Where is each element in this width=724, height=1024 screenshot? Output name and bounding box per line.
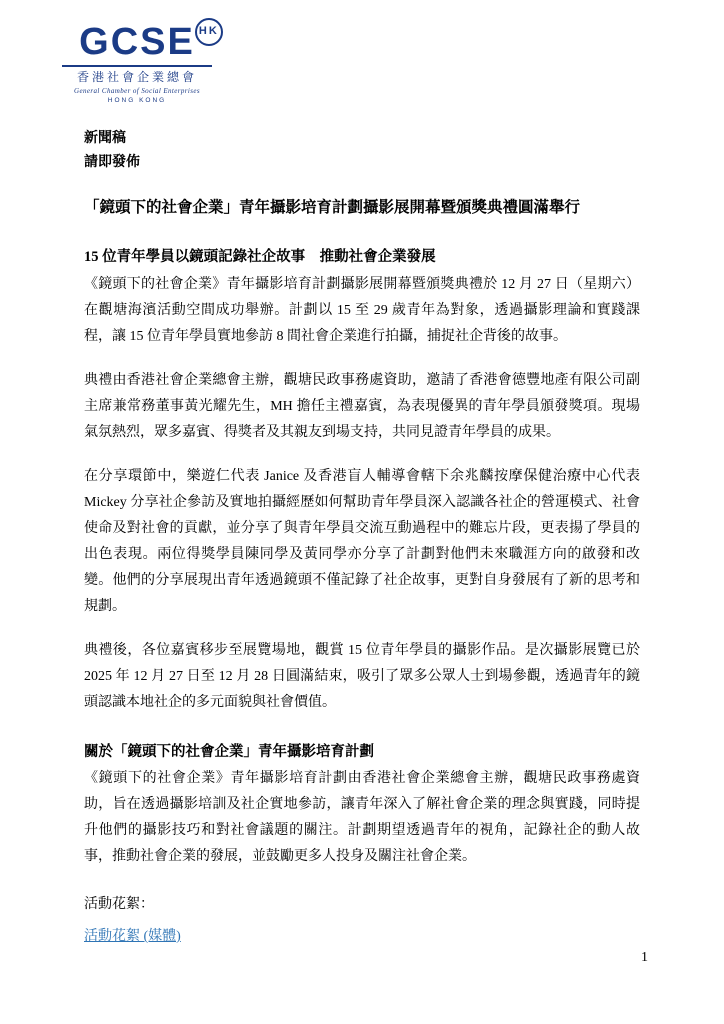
logo-name-chinese: 香港社會企業總會: [76, 70, 197, 84]
logo-region: HONG KONG: [107, 97, 167, 104]
paragraph-2: 典禮由香港社會企業總會主辦，觀塘民政事務處資助，邀請了香港會德豐地產有限公司副主席兼常務董事黃光耀先生，MH 擔任主禮嘉賓，為表現優異的青年學員頒發獎項。現場氣氛熱烈，眾多嘉賓、得獎者及其親友到場支持，共同見證青年學員的成果。: [84, 373, 640, 440]
document-subheadline: 15 位青年學員以鏡頭記錄社企故事 推動社會企業發展: [84, 249, 436, 265]
document-headline: 「鏡頭下的社會企業」青年攝影培育計劃攝影展開幕暨頒獎典禮圓滿舉行: [84, 199, 581, 216]
logo-name-english: General Chamber of Social Enterprises: [73, 87, 200, 95]
page-number: 1: [641, 950, 648, 965]
highlights-label: 活動花絮：: [84, 897, 154, 912]
logo-divider: [62, 65, 212, 67]
paragraph-4: 典禮後，各位嘉賓移步至展覽場地，觀賞 15 位青年學員的攝影作品。是次攝影展覽已於 2025 年 12 月 27 日至 12 月 28 日圓滿結束，吸引了眾多公眾人士到場參觀，透過青年的鏡頭認識本地社企的多元面貌與社會價值。: [84, 643, 640, 710]
document-content: [84, 128, 640, 950]
immediate-release-label: 請即發佈: [84, 155, 140, 170]
logo-hk-badge: HK: [195, 18, 223, 46]
about-section-heading: 關於「鏡頭下的社會企業」青年攝影培育計劃: [84, 744, 374, 760]
organization-logo: [42, 22, 232, 106]
paragraph-3: 在分享環節中，樂遊仁代表 Janice 及香港盲人輔導會轄下余兆麟按摩保健治療中心代表 Mickey 分享社企參訪及實地拍攝經歷如何幫助青年學員深入認識各社企的營運模式、社會使命及對社會的貢獻，並分享了與青年學員交流互動過程中的難忘片段，更表揚了學員的出色表現。兩位得獎學員陳同學及黃同學亦分享了計劃對他們未來職涯方向的啟發和改變。他們的分享展現出青年透過鏡頭不僅記錄了社企故事，更對自身發展有了新的思考和規劃。: [84, 469, 640, 614]
logo-wordmark: [79, 21, 219, 63]
press-release-label: 新聞稿: [84, 131, 126, 146]
paragraph-1: 《鏡頭下的社會企業》青年攝影培育計劃攝影展開幕暨頒獎典禮於 12 月 27 日（星期六）在觀塘海濱活動空間成功舉辦。計劃以 15 至 29 歲青年為對象，透過攝影理論和實踐課程，讓 15 位青年學員實地參訪 8 間社會企業進行拍攝，捕捉社企背後的故事。: [84, 277, 640, 344]
paragraph-5: 《鏡頭下的社會企業》青年攝影培育計劃由香港社會企業總會主辦，觀塘民政事務處資助，旨在透過攝影培訓及社企實地參訪，讓青年深入了解社會企業的理念與實踐，同時提升他們的攝影技巧和對社會議題的關注。計劃期望透過青年的視角，記錄社企的動人故事，推動社會企業的發展，並鼓勵更多人投身及關注社會企業。: [84, 771, 640, 864]
highlights-media-link[interactable]: 活動花絮 (媒體): [84, 929, 181, 944]
logo-wordmark-text: GCSE: [79, 21, 195, 63]
